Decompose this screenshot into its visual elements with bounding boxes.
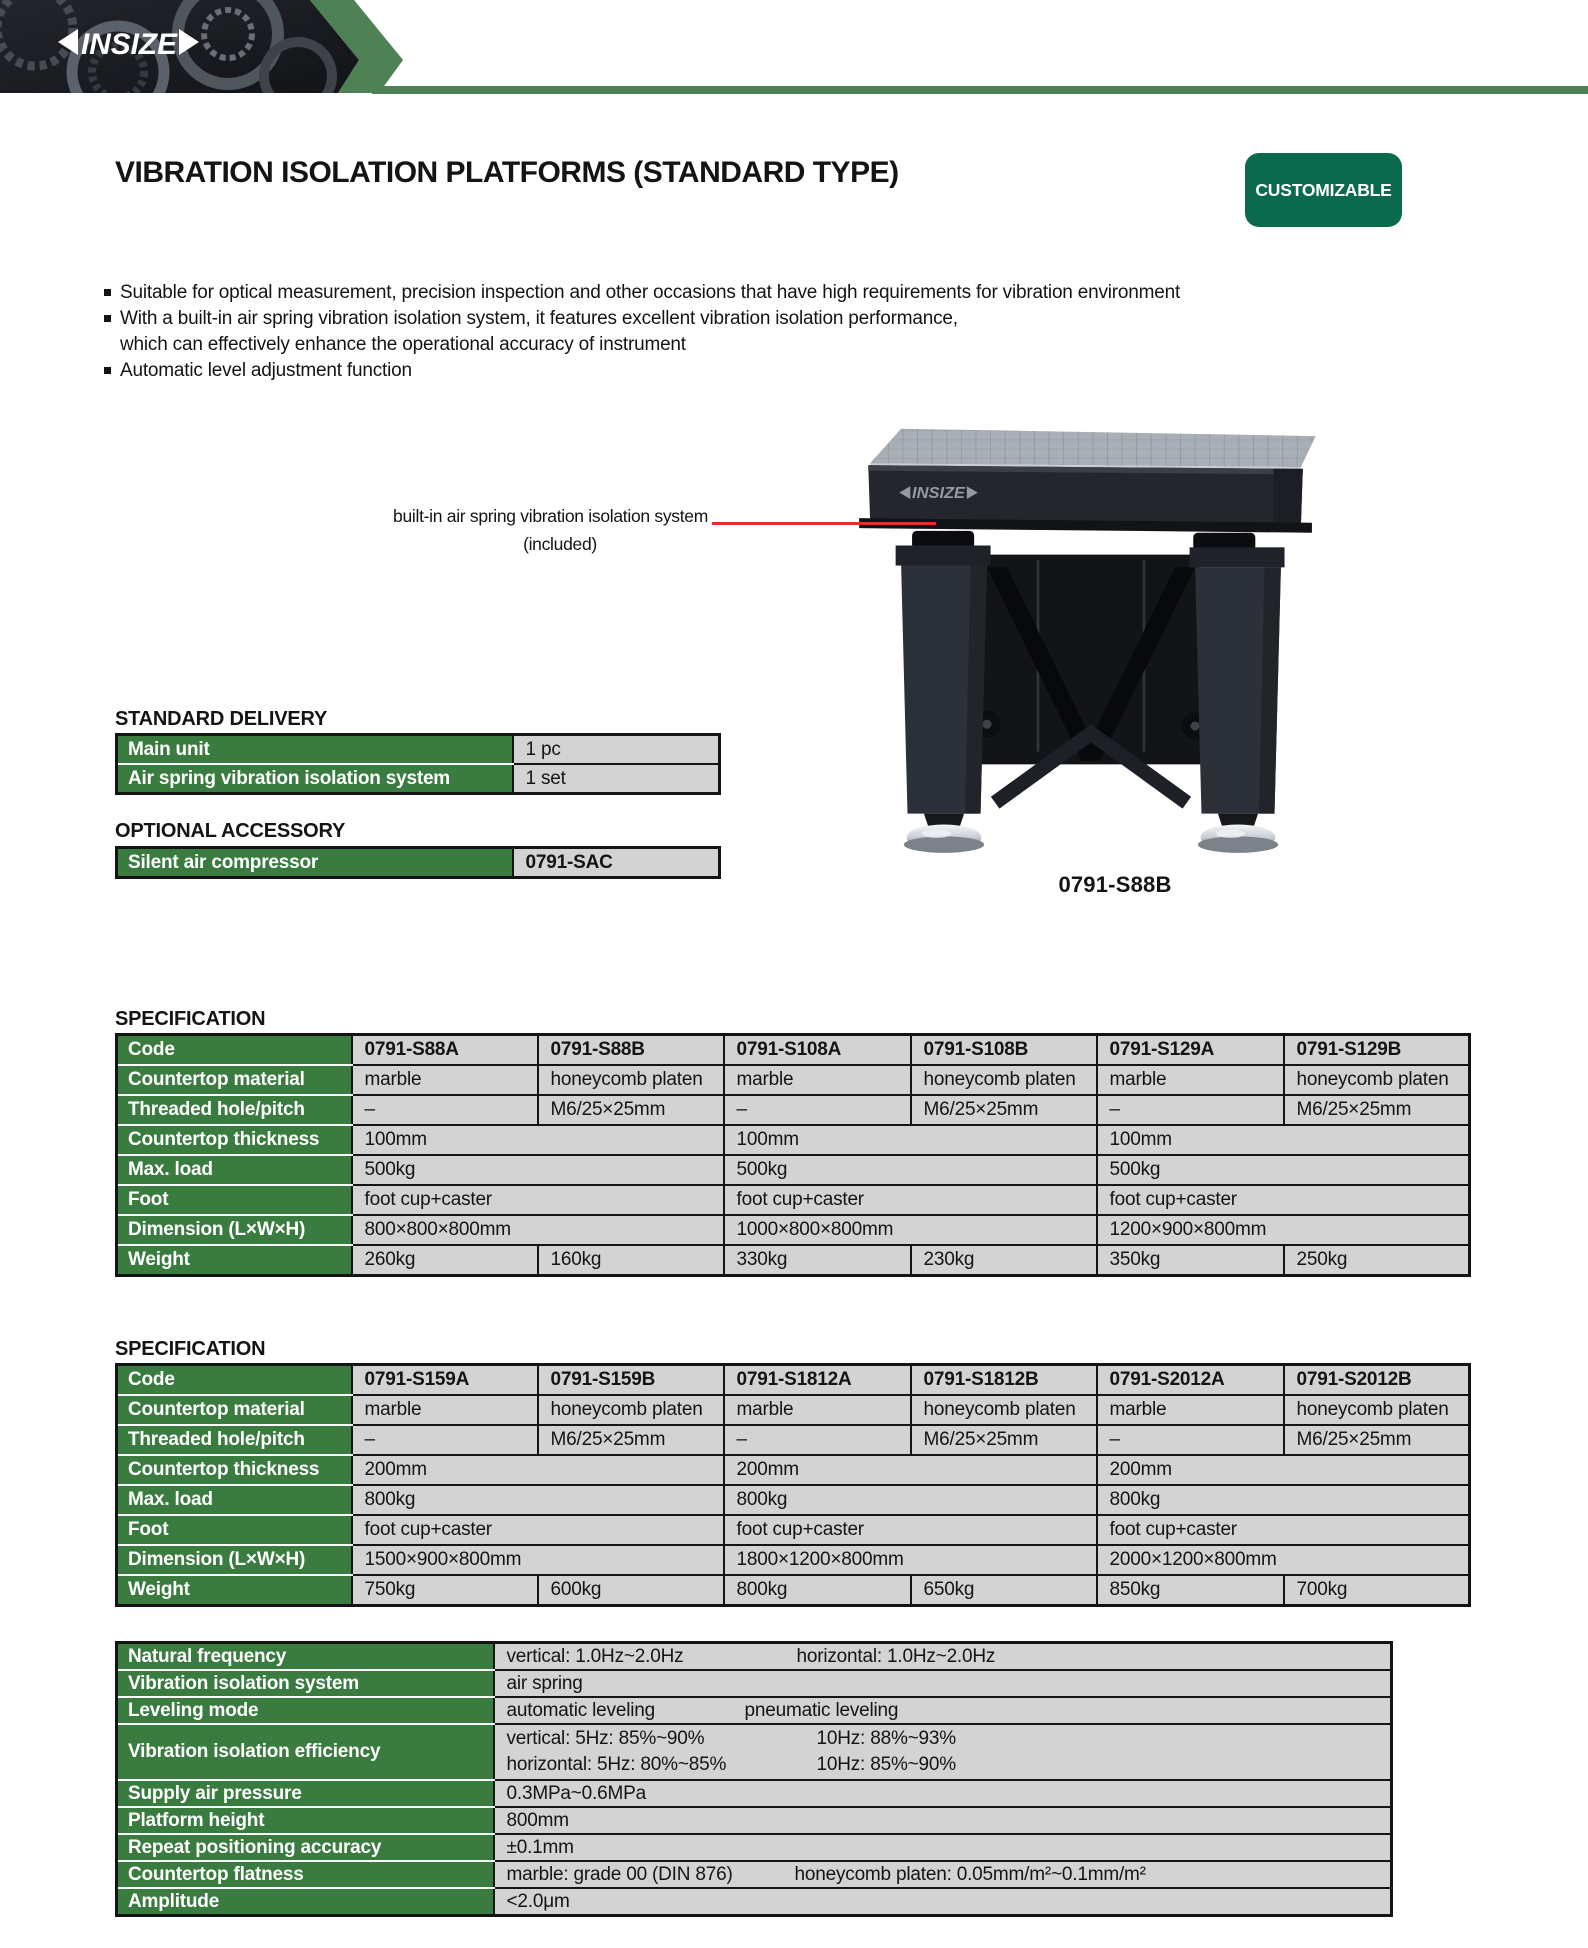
spec-value-cell: M6/25×25mm [911, 1095, 1097, 1125]
optional-accessory-heading: OPTIONAL ACCESSORY [115, 820, 346, 842]
spec-value-cell: 100mm [1097, 1125, 1470, 1155]
spec-value-cell: honeycomb platen [911, 1065, 1097, 1095]
feature-item-continuation [104, 332, 1434, 358]
annotation-sublabel: (included) [523, 534, 597, 554]
spec-value-cell: honeycomb platen [538, 1065, 724, 1095]
spec-value-cell: ±0.1mm [494, 1834, 1392, 1861]
spec-value-cell: 250kg [1284, 1245, 1470, 1276]
spec-label-cell: Natural frequency [117, 1643, 494, 1671]
spec-value-part: marble: grade 00 (DIN 876) [506, 1863, 733, 1885]
table-row [117, 848, 720, 878]
spec-code-cell: 0791-S1812B [911, 1365, 1097, 1396]
spec-label-cell: Repeat positioning accuracy [117, 1834, 494, 1861]
spec-value-cell: 350kg [1097, 1245, 1284, 1276]
spec-code-cell: 0791-S159A [352, 1365, 538, 1396]
annotation-pointer-line [712, 522, 936, 525]
spec-value-cell: 800kg [724, 1575, 911, 1606]
spec-value-part: 10Hz: 88%~93% [816, 1728, 956, 1749]
spec-label-cell: Platform height [117, 1807, 494, 1834]
spec-value-part: vertical: 1.0Hz~2.0Hz [506, 1645, 684, 1667]
spec-value-cell: honeycomb platen [538, 1395, 724, 1425]
feature-text: With a built-in air spring vibration isolation system, it features excellent vibration isolation performance, [120, 308, 958, 329]
spec-value-cell: 200mm [352, 1455, 724, 1485]
spec-value-cell: foot cup+caster [352, 1515, 724, 1545]
delivery-value-cell: 1 set [513, 764, 720, 794]
spec-value-cell: marble [352, 1395, 538, 1425]
spec-value-cell: 800mm [494, 1807, 1392, 1834]
spec-code-cell: 0791-S88A [352, 1035, 538, 1066]
spec-value-cell: M6/25×25mm [538, 1425, 724, 1455]
efficiency-line [507, 1752, 1385, 1778]
spec-label-cell: Threaded hole/pitch [117, 1425, 352, 1455]
general-spec-table [115, 1641, 1393, 1917]
bullet-icon [104, 367, 111, 374]
spec-label-cell: Countertop thickness [117, 1125, 352, 1155]
table-row [117, 1780, 1392, 1807]
spec-value-cell: honeycomb platen [1284, 1065, 1470, 1095]
spec-value-cell: foot cup+caster [724, 1515, 1097, 1545]
spec-value-cell: 160kg [538, 1245, 724, 1276]
spec-value-part: automatic leveling [506, 1699, 655, 1721]
table-row [117, 1888, 1392, 1916]
spec-label-cell: Foot [117, 1515, 352, 1545]
spec-label-cell: Vibration isolation efficiency [117, 1724, 494, 1780]
optional-accessory-table [115, 846, 721, 879]
spec-value-part: vertical: 5Hz: 85%~90% [506, 1728, 705, 1749]
spec-value-cell: 650kg [911, 1575, 1097, 1606]
specification-heading: SPECIFICATION [115, 1338, 266, 1360]
spec-value-cell: marble [352, 1065, 538, 1095]
spec-value-cell: M6/25×25mm [911, 1425, 1097, 1455]
spec-value-cell: marble [724, 1065, 911, 1095]
table-row [117, 1215, 1470, 1245]
spec-label-cell: Vibration isolation system [117, 1670, 494, 1697]
spec-value-cell: <2.0μm [494, 1888, 1392, 1916]
spec-value-cell: 800×800×800mm [352, 1215, 724, 1245]
spec-label-cell: Threaded hole/pitch [117, 1095, 352, 1125]
table-row [117, 1670, 1392, 1697]
table-row [117, 1095, 1470, 1125]
spec-code-cell: 0791-S108B [911, 1035, 1097, 1066]
spec-code-cell: 0791-S159B [538, 1365, 724, 1396]
annotation-label: built-in air spring vibration isolation system [393, 506, 708, 526]
feature-text: Suitable for optical measurement, precision inspection and other occasions that have high requirements for vibration environment [120, 282, 1181, 303]
spec-code-cell: 0791-S129B [1284, 1035, 1470, 1066]
spec-label-cell: Countertop material [117, 1065, 352, 1095]
table-row [117, 1515, 1470, 1545]
spec-value-cell: 1200×900×800mm [1097, 1215, 1470, 1245]
spec-value-part: honeycomb platen: 0.05mm/m²~0.1mm/m² [794, 1863, 1146, 1885]
spec-value-cell: M6/25×25mm [538, 1095, 724, 1125]
spec-value-cell: – [1097, 1095, 1284, 1125]
spec-label-cell: Countertop thickness [117, 1455, 352, 1485]
spec-value-cell: – [352, 1095, 538, 1125]
table-row [117, 1643, 1392, 1671]
spec-code-cell: 0791-S2012B [1284, 1365, 1470, 1396]
table-row [117, 1455, 1470, 1485]
accessory-code-cell: 0791-SAC [513, 848, 720, 878]
table-row [117, 1545, 1470, 1575]
specification-table-1 [115, 1033, 1471, 1277]
table-row [117, 1185, 1470, 1215]
accessory-label-cell: Silent air compressor [117, 848, 513, 878]
specification-table-2 [115, 1363, 1471, 1607]
spec-value-cell: foot cup+caster [724, 1185, 1097, 1215]
spec-value-cell: 500kg [1097, 1155, 1470, 1185]
spec-value-cell: 260kg [352, 1245, 538, 1276]
spec-value-cell: foot cup+caster [1097, 1185, 1470, 1215]
spec-label-cell: Countertop material [117, 1395, 352, 1425]
spec-value-cell: 0.3MPa~0.6MPa [494, 1780, 1392, 1807]
spec-label-cell: Max. load [117, 1485, 352, 1515]
spec-value-cell [494, 1861, 1392, 1888]
spec-label-cell: Code [117, 1035, 352, 1066]
spec-value-cell: air spring [494, 1670, 1392, 1697]
spec-code-cell: 0791-S108A [724, 1035, 911, 1066]
spec-value-cell: – [1097, 1425, 1284, 1455]
product-code-label: 0791-S88B [1058, 872, 1172, 897]
spec-value-cell: 1500×900×800mm [352, 1545, 724, 1575]
spec-value-cell: 200mm [1097, 1455, 1470, 1485]
spec-code-cell: 0791-S88B [538, 1035, 724, 1066]
spec-value-cell: 800kg [724, 1485, 1097, 1515]
table-row [117, 1807, 1392, 1834]
product-image [808, 385, 1374, 882]
table-row [117, 1425, 1470, 1455]
delivery-label-cell: Main unit [117, 735, 513, 765]
spec-label-cell: Weight [117, 1575, 352, 1606]
spec-label-cell: Amplitude [117, 1888, 494, 1916]
table-row [117, 1035, 1470, 1066]
spec-code-cell: 0791-S129A [1097, 1035, 1284, 1066]
spec-value-cell: honeycomb platen [1284, 1395, 1470, 1425]
spec-value-cell: foot cup+caster [1097, 1515, 1470, 1545]
spec-value-cell: M6/25×25mm [1284, 1425, 1470, 1455]
feature-text: Automatic level adjustment function [120, 360, 412, 381]
table-row [117, 1861, 1392, 1888]
spec-label-cell: Supply air pressure [117, 1780, 494, 1807]
spec-value-part: horizontal: 1.0Hz~2.0Hz [796, 1645, 996, 1667]
table-row [117, 1125, 1470, 1155]
page-header [0, 0, 1588, 100]
customizable-badge: CUSTOMIZABLE [1245, 153, 1402, 227]
spec-value-cell: 800kg [1097, 1485, 1470, 1515]
table-row [117, 1485, 1470, 1515]
spec-label-cell: Max. load [117, 1155, 352, 1185]
spec-value-cell: 600kg [538, 1575, 724, 1606]
spec-label-cell: Dimension (L×W×H) [117, 1215, 352, 1245]
spec-value-cell: – [724, 1425, 911, 1455]
spec-value-cell: 2000×1200×800mm [1097, 1545, 1470, 1575]
spec-value-cell: 1800×1200×800mm [724, 1545, 1097, 1575]
spec-label-cell: Dimension (L×W×H) [117, 1545, 352, 1575]
spec-value-cell: 200mm [724, 1455, 1097, 1485]
spec-value-cell: – [352, 1425, 538, 1455]
spec-label-cell: Countertop flatness [117, 1861, 494, 1888]
specification-heading: SPECIFICATION [115, 1008, 266, 1030]
spec-value-part: pneumatic leveling [744, 1699, 899, 1721]
page-title: VIBRATION ISOLATION PLATFORMS (STANDARD TYPE) [115, 156, 899, 189]
spec-value-cell [494, 1643, 1392, 1671]
spec-label-cell: Foot [117, 1185, 352, 1215]
spec-label-cell: Leveling mode [117, 1697, 494, 1724]
spec-value-cell: foot cup+caster [352, 1185, 724, 1215]
spec-value-cell: marble [1097, 1065, 1284, 1095]
spec-value-cell: marble [724, 1395, 911, 1425]
spec-label-cell: Weight [117, 1245, 352, 1276]
bullet-icon [104, 289, 111, 296]
feature-item [104, 306, 1434, 332]
table-row [117, 735, 720, 765]
spec-value-part: horizontal: 5Hz: 80%~85% [506, 1754, 727, 1775]
feature-list [104, 280, 1434, 384]
spec-code-cell: 0791-S2012A [1097, 1365, 1284, 1396]
table-row [117, 1365, 1470, 1396]
feature-item [104, 358, 1434, 384]
spec-value-cell: 850kg [1097, 1575, 1284, 1606]
bullet-icon [104, 315, 111, 322]
table-row [117, 1724, 1392, 1780]
brand-logo-text: INSIZE [81, 28, 178, 61]
product-fascia-logo: INSIZE [912, 485, 966, 503]
spec-value-cell: 800kg [352, 1485, 724, 1515]
spec-value-cell: 330kg [724, 1245, 911, 1276]
spec-value-cell [494, 1697, 1392, 1724]
efficiency-line [507, 1726, 1385, 1752]
table-row [117, 1697, 1392, 1724]
spec-value-part: 10Hz: 85%~90% [816, 1754, 956, 1775]
spec-label-cell: Code [117, 1365, 352, 1396]
spec-value-cell: honeycomb platen [911, 1395, 1097, 1425]
spec-value-cell: 1000×800×800mm [724, 1215, 1097, 1245]
spec-value-cell: 750kg [352, 1575, 538, 1606]
table-row [117, 1245, 1470, 1276]
spec-value-cell: 230kg [911, 1245, 1097, 1276]
table-row [117, 1065, 1470, 1095]
feature-item [104, 280, 1434, 306]
green-rule [372, 86, 1588, 94]
spec-value-cell: M6/25×25mm [1284, 1095, 1470, 1125]
spec-value-cell: – [724, 1095, 911, 1125]
spec-value-cell: marble [1097, 1395, 1284, 1425]
spec-value-cell: 700kg [1284, 1575, 1470, 1606]
spec-value-cell: 100mm [724, 1125, 1097, 1155]
table-row [117, 1834, 1392, 1861]
delivery-value-cell: 1 pc [513, 735, 720, 765]
spec-value-cell [494, 1724, 1392, 1780]
table-row [117, 1575, 1470, 1606]
table-row [117, 1395, 1470, 1425]
feature-text: which can effectively enhance the operational accuracy of instrument [120, 334, 686, 355]
standard-delivery-heading: STANDARD DELIVERY [115, 708, 328, 730]
table-row [117, 1155, 1470, 1185]
spec-code-cell: 0791-S1812A [724, 1365, 911, 1396]
table-row [117, 764, 720, 794]
standard-delivery-table [115, 733, 721, 795]
spec-value-cell: 500kg [724, 1155, 1097, 1185]
spec-value-cell: 100mm [352, 1125, 724, 1155]
delivery-label-cell: Air spring vibration isolation system [117, 764, 513, 794]
spec-value-cell: 500kg [352, 1155, 724, 1185]
